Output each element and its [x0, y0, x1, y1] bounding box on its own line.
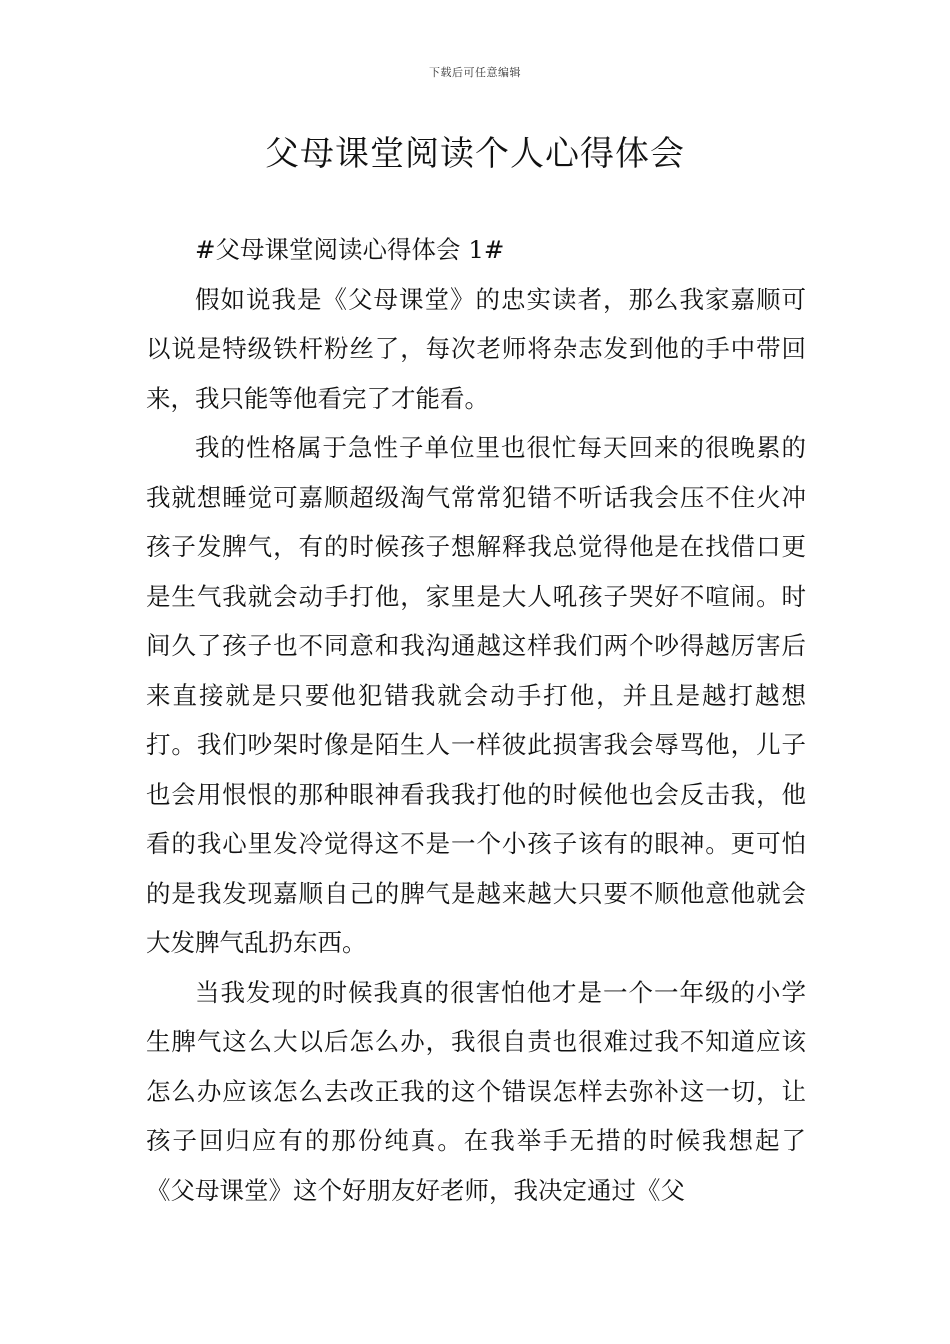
header-note: 下载后可任意编辑: [429, 66, 521, 79]
paragraph: 当我发现的时候我真的很害怕他才是一个一年级的小学生脾气这么大以后怎么办，我很自责也很难过我不知道应该怎么办应该怎么去改正我的这个错误怎样去弥补这一切，让孩子回归应有的那份纯真。在我举手无措的时候我想起了《父母课堂》这个好朋友好老师，我决定通过《父: [146, 977, 806, 1205]
section-heading: #父母课堂阅读心得体会 1#: [195, 235, 505, 264]
document-title: 父母课堂阅读个人心得体会: [265, 134, 685, 174]
paragraph: 我的性格属于急性子单位里也很忙每天回来的很晚累的我就想睡觉可嘉顺超级淘气常常犯错不听话我会压不住火冲孩子发脾气，有的时候孩子想解释我总觉得他是在找借口更是生气我就会动手打他，家里是大人吼孩子哭好不喧闹。时间久了孩子也不同意和我沟通越这样我们两个吵得越厉害后来直接就是只要他犯错我就会动手打他，并且是越打越想打。我们吵架时像是陌生人一样彼此损害我会辱骂他，儿子也会用恨恨的那种眼神看我我打他的时候他也会反击我，他看的我心里发冷觉得这不是一个小孩子该有的眼神。更可怕的是我发现嘉顺自己的脾气是越来越大只要不顺他意他就会大发脾气乱扔东西。: [146, 433, 806, 957]
document-body: [146, 225, 806, 1215]
paragraph: 假如说我是《父母课堂》的忠实读者，那么我家嘉顺可以说是特级铁杆粉丝了，每次老师将杂志发到他的手中带回来，我只能等他看完了才能看。: [146, 284, 806, 413]
